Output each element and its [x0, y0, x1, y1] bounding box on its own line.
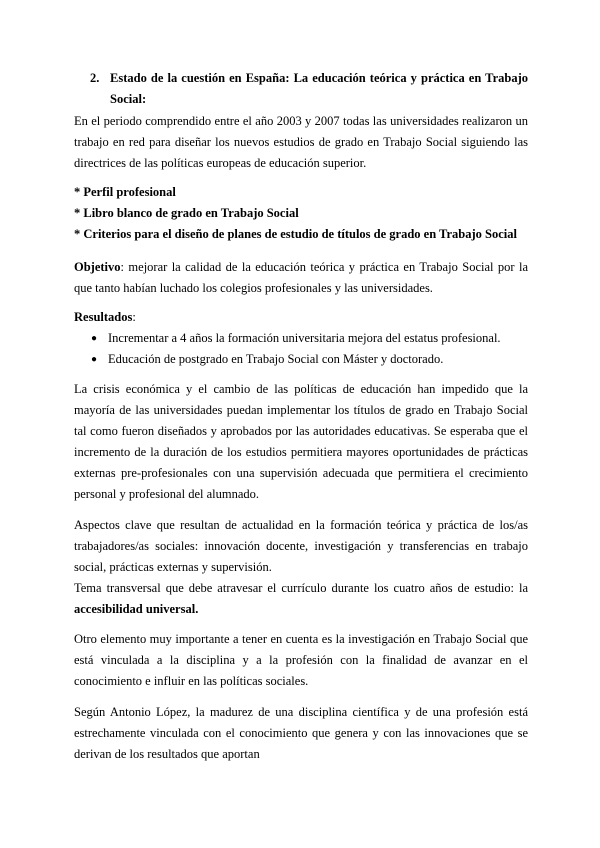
objetivo-text: : mejorar la calidad de la educación teórica y práctica en Trabajo Social por la que tanto habían luchado los colegios profesionales y las universidades. — [74, 260, 528, 295]
otro-paragraph: Otro elemento muy importante a tener en cuenta es la investigación en Trabajo Social que está vinculada a la disciplina y a la profesión con la finalidad de avanzar en el conocimiento e influir en las políticas sociales. — [74, 632, 528, 688]
resultados-item-1: Incrementar a 4 años la formación universitaria mejora del estatus profesional. — [108, 331, 501, 345]
tema-paragraph — [74, 578, 528, 620]
list-item — [74, 328, 528, 349]
section-title: Estado de la cuestión en España: La educación teórica y práctica en Trabajo Social: — [110, 71, 528, 106]
resultados-block — [74, 307, 528, 370]
star-item-criterios: * Criterios para el diseño de planes de estudio de títulos de grado en Trabajo Social — [74, 227, 517, 241]
objetivo-block — [74, 257, 528, 299]
objetivo-label: Objetivo — [74, 260, 121, 274]
otro-block — [74, 629, 528, 692]
resultados-item-2: Educación de postgrado en Trabajo Social con Máster y doctorado. — [108, 352, 444, 366]
list-item — [74, 349, 528, 370]
resultados-label: Resultados — [74, 310, 133, 324]
segun-block — [74, 702, 528, 765]
crisis-paragraph: La crisis económica y el cambio de las políticas de educación han impedido que la mayoría de las universidades puedan implementar los títulos de grado en Trabajo Social tal como fueron diseñados y aprobados por las autoridades educativas. Se esperaba que el incremento de la duración de los estudios permitiera mayores oportunidades de prácticas externas pre-profesionales con una supervisión adecuada que permitiera el crecimiento personal y profesional del alumnado. — [74, 382, 528, 501]
aspectos-paragraph: Aspectos clave que resultan de actualidad en la formación teórica y práctica de los/as trabajadores/as sociales: innovación docente, investigación y transferencias en trabajo social, prácticas externas y supervisión. — [74, 518, 528, 574]
resultados-heading — [74, 307, 528, 328]
star-list — [74, 182, 528, 245]
section-number: 2. — [90, 71, 100, 85]
tema-text: Tema transversal que debe atravesar el currículo durante los cuatro años de estudio: la — [74, 581, 528, 595]
bullet-icon: ● — [91, 354, 98, 365]
tema-bold: accesibilidad universal. — [74, 602, 199, 616]
crisis-block — [74, 379, 528, 505]
section-heading — [74, 68, 528, 110]
star-item-perfil: * Perfil profesional — [74, 185, 176, 199]
segun-paragraph: Según Antonio López, la madurez de una disciplina científica y de una profesión está estrechamente vinculada con el conocimiento que genera y con las innovaciones que se derivan de los resultados que aportan — [74, 705, 528, 761]
aspectos-block — [74, 515, 528, 620]
star-item-libro-blanco: * Libro blanco de grado en Trabajo Social — [74, 206, 299, 220]
objetivo-paragraph — [74, 257, 528, 299]
bullet-icon: ● — [91, 333, 98, 344]
resultados-list — [74, 328, 528, 370]
intro-paragraph-block — [74, 111, 528, 174]
resultados-colon: : — [132, 310, 136, 324]
intro-paragraph: En el periodo comprendido entre el año 2003 y 2007 todas las universidades realizaron un trabajo en red para diseñar los nuevos estudios de grado en Trabajo Social siguiendo las directrices de las políticas europeas de educación superior. — [74, 114, 528, 170]
